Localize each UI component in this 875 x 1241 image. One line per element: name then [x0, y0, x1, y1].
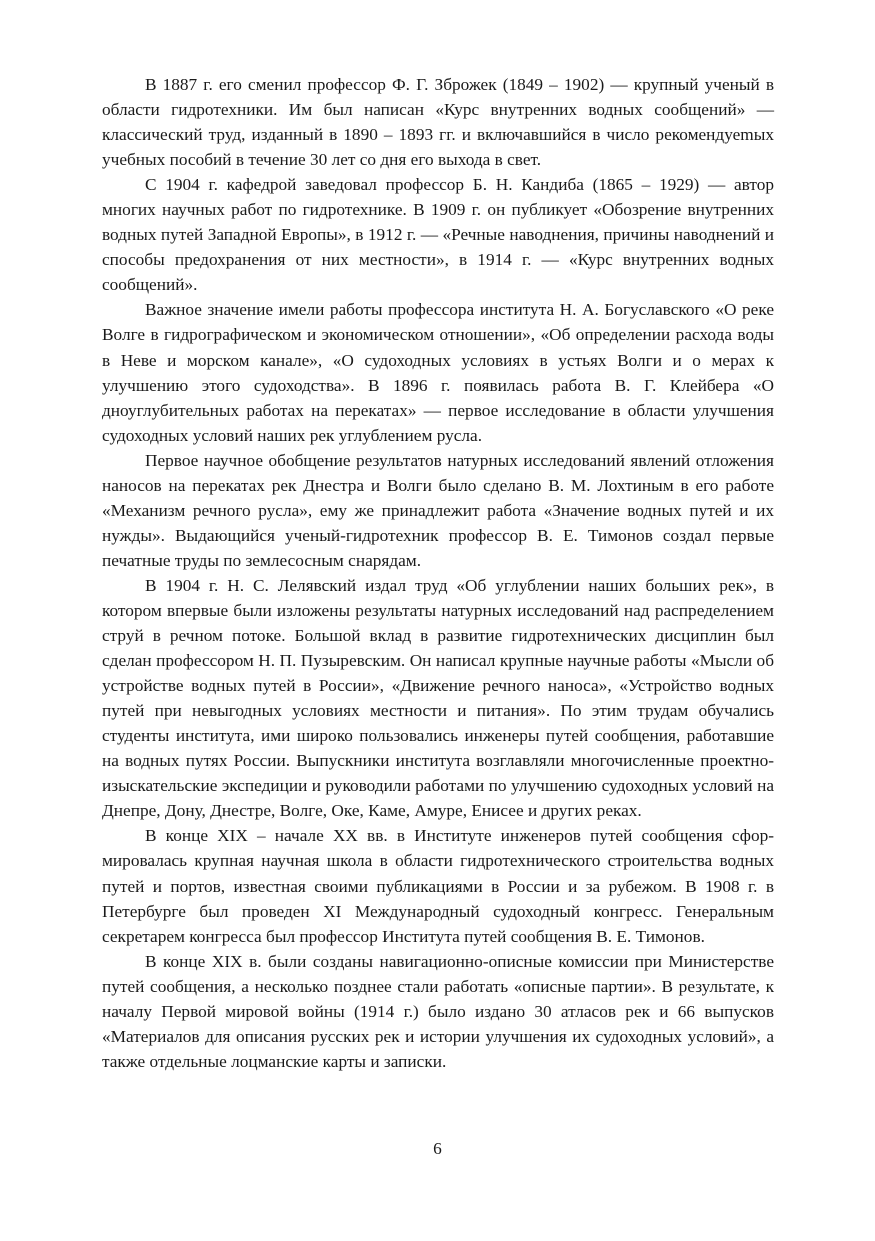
- paragraph-2: С 1904 г. кафедрой заведовал профессор Б. Н. Кандиба (1865 – 1929) — автор многих научных работ по гидротехнике. В 1909 г. он публикует «Обозрение внутренних водных путей Западной Европы», в 1912 г. — «Речные наводнения, причины наводнений и способы предохранения от них местности», в 1914 г. — «Курс внутренних водных сообщений».: [102, 175, 774, 295]
- paragraph-4: Первое научное обобщение результатов натурных исследований явлений отложения наносов на перекатах рек Днестра и Волги было сделано В. М. Лохтиным в его работе «Механизм речного русла», ему же принадлежит работа «Значение водных путей и их нужды». Выдающийся ученый-гидротехник профессор В. Е. Тимонов создал первые печатные труды по землесосным снарядам.: [102, 450, 774, 570]
- paragraph-6: В конце XIX – начале XX вв. в Институте инженеров путей сообщения сформировалась крупная научная школа в области гидротехнического строительства водных путей и портов, известная своими публикациями в России и за рубежом. В 1908 г. в Петербурге был проведен XI Международный судоходный конгресс. Генеральным секретарем конгресса был профессор Института путей сообщения В. Е. Тимонов.: [102, 826, 774, 946]
- paragraph-1: В 1887 г. его сменил профессор Ф. Г. Зброжек (1849 – 1902) — крупный ученый в области гидротехники. Им был написан «Курс внутренних водных сообщений» — классический труд, изданный в 1890 – 1893 гг. и включавшийся в число рекомендуеmых учебных пособий в течение 30 лет со дня его выхода в свет.: [102, 75, 774, 170]
- page-body: [102, 72, 774, 1074]
- paragraph-7: В конце XIX в. были созданы навигационно-описные комиссии при Министерстве путей сообщения, а несколько позднее стали работать «описные партии». В результате, к началу Первой мировой войны (1914 г.) было издано 30 атласов рек и 66 выпусков «Материалов для описания русских рек и истории улучшения их судоходных условий», а также отдельные лоцманские карты и записки.: [102, 951, 774, 1071]
- paragraph-3: Важное значение имели работы профессора института Н. А. Богуславского «О реке Волге в гидрографическом и экономическом отношении», «Об определении расхода воды в Неве и морском канале», «О судоходных условиях в устьях Волги и о мерах к улучшению этого судоходства». В 1896 г. появилась работа В. Г. Клейбера «О дноуглубительных работах на перекатах» — первое исследование в области улучшения судоходных условий наших рек углублением русла.: [102, 300, 774, 445]
- paragraph-5: В 1904 г. Н. С. Лелявский издал труд «Об углублении наших больших рек», в котором впервые были изложены результаты натурных исследований над распределением струй в речном потоке. Большой вклад в развитие гидротехнических дисциплин был сделан профессором Н. П. Пузыревским. Он написал крупные научные работы «Мысли об устройстве водных путей в России», «Движение речного наноса», «Устройство водных путей при невыгодных условиях местности и питания». По этим трудам обучались студенты института, ими широко пользовались инженеры путей сообщения, работавшие на водных путях России. Выпускники института возглавляли многочисленные проектно-изыскательские экспедиции и руководили работами по улучшению судоходных условий на Днепре, Дону, Днестре, Волге, Оке, Каме, Амуре, Енисее и других реках.: [102, 575, 774, 821]
- page-number: 6: [433, 1139, 442, 1158]
